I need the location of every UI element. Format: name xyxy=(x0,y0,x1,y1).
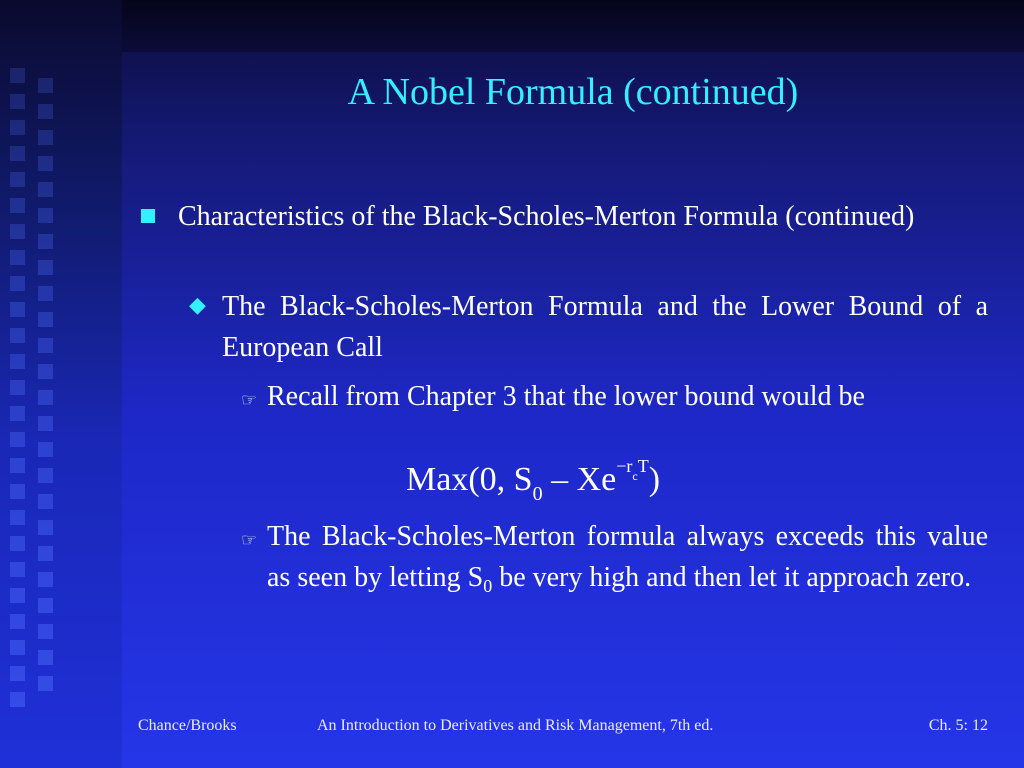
decorative-square xyxy=(38,234,53,249)
formula-xe-part: – Xe xyxy=(542,461,617,498)
decorative-square xyxy=(38,338,53,353)
decorative-square xyxy=(38,572,53,587)
decorative-square xyxy=(10,432,25,447)
footer-author: Chance/Brooks xyxy=(138,717,237,734)
left-decorative-strip xyxy=(0,0,122,768)
decorative-square xyxy=(38,182,53,197)
diamond-bullet-icon: ◆ xyxy=(189,292,206,317)
decorative-square xyxy=(10,536,25,551)
decorative-square xyxy=(10,120,25,135)
square-pattern-column xyxy=(10,0,26,768)
formula-exponent-c: c xyxy=(632,469,638,483)
decorative-square xyxy=(10,510,25,525)
decorative-square xyxy=(10,250,25,265)
decorative-square xyxy=(38,494,53,509)
decorative-square xyxy=(10,640,25,655)
decorative-square xyxy=(38,676,53,691)
exceeds-subscript: 0 xyxy=(483,576,493,596)
decorative-square xyxy=(10,328,25,343)
footer-book-title: An Introduction to Derivatives and Risk Management, 7th ed. xyxy=(317,717,714,734)
decorative-square xyxy=(10,562,25,577)
formula-close-paren: ) xyxy=(648,461,661,498)
decorative-square xyxy=(10,354,25,369)
decorative-square xyxy=(10,380,25,395)
decorative-square xyxy=(38,520,53,535)
decorative-square xyxy=(38,442,53,457)
decorative-square xyxy=(38,104,53,119)
decorative-square xyxy=(10,146,25,161)
decorative-square xyxy=(38,364,53,379)
decorative-square xyxy=(10,198,25,213)
exceeds-text-before: The Black-Scholes-Merton formula always exceeds this value as seen by letting S xyxy=(267,521,988,593)
bullet-level-3-recall: Recall from Chapter 3 that the lower bound would be xyxy=(267,381,865,412)
bullet-level-1: Characteristics of the Black-Scholes-Merton Formula (continued) xyxy=(178,201,915,232)
decorative-square xyxy=(10,172,25,187)
formula-exponent-t: T xyxy=(637,456,649,476)
decorative-square xyxy=(38,390,53,405)
formula-max-part: Max(0, S xyxy=(406,461,533,498)
decorative-square xyxy=(38,208,53,223)
bullet-level-2: The Black-Scholes-Merton Formula and the Lower Bound of a European Call xyxy=(222,291,988,363)
decorative-square xyxy=(10,94,25,109)
decorative-square xyxy=(38,78,53,93)
pointing-hand-icon: ☞ xyxy=(241,530,258,550)
decorative-square xyxy=(10,588,25,603)
decorative-square xyxy=(38,416,53,431)
decorative-square xyxy=(38,130,53,145)
decorative-square xyxy=(10,614,25,629)
slide-title: A Nobel Formula (continued) xyxy=(347,71,799,113)
decorative-square xyxy=(10,224,25,239)
decorative-square xyxy=(38,468,53,483)
decorative-square xyxy=(38,650,53,665)
exceeds-text-after: be very high and then let it approach zero. xyxy=(492,562,972,593)
decorative-square xyxy=(38,312,53,327)
decorative-square xyxy=(10,458,25,473)
decorative-square xyxy=(38,546,53,561)
decorative-square xyxy=(38,286,53,301)
decorative-square xyxy=(10,666,25,681)
decorative-square xyxy=(38,156,53,171)
decorative-square xyxy=(10,484,25,499)
footer-page-number: Ch. 5: 12 xyxy=(928,717,988,734)
square-bullet-icon xyxy=(141,209,155,223)
decorative-square xyxy=(38,624,53,639)
decorative-square xyxy=(10,68,25,83)
formula-subscript: 0 xyxy=(532,483,543,505)
lower-bound-formula xyxy=(406,458,660,508)
decorative-square xyxy=(10,302,25,317)
decorative-square xyxy=(10,406,25,421)
decorative-square xyxy=(10,276,25,291)
pointing-hand-icon: ☞ xyxy=(241,390,258,410)
bullet-level-3-exceeds xyxy=(267,516,988,601)
decorative-square xyxy=(38,598,53,613)
formula-exponent-r: −r xyxy=(616,456,633,476)
decorative-square xyxy=(38,260,53,275)
decorative-square xyxy=(10,692,25,707)
square-pattern-column xyxy=(38,0,54,768)
top-band xyxy=(122,0,1024,52)
